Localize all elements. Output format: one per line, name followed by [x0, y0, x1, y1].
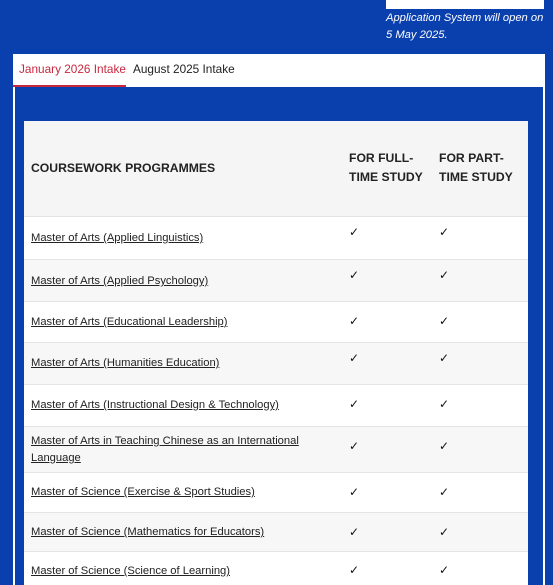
table-row [24, 343, 528, 385]
programme-link[interactable]: Master of Arts (Applied Psychology) [31, 275, 209, 287]
full-time-check-icon: ✓ [349, 225, 360, 239]
table-header [24, 121, 528, 217]
full-time-check-icon: ✓ [349, 268, 360, 282]
programme-link[interactable]: Master of Science (Mathematics for Educators) [31, 526, 265, 538]
full-time-check-icon: ✓ [349, 397, 360, 411]
full-time-check-icon: ✓ [349, 485, 360, 499]
header-programmes: COURSEWORK PROGRAMMES [31, 161, 216, 175]
table-row [24, 552, 528, 585]
table-row [24, 302, 528, 343]
part-time-check-icon: ✓ [439, 563, 450, 577]
full-time-check-icon: ✓ [349, 439, 360, 453]
programme-link[interactable]: Master of Arts (Applied Linguistics) [31, 232, 204, 244]
table-row [24, 473, 528, 513]
full-time-check-icon: ✓ [349, 314, 360, 328]
table-row [24, 427, 528, 473]
tab-august-2025-intake[interactable]: August 2025 Intake [133, 62, 235, 76]
part-time-check-icon: ✓ [439, 351, 450, 365]
full-time-check-icon: ✓ [349, 525, 360, 539]
part-time-check-icon: ✓ [439, 439, 450, 453]
part-time-check-icon: ✓ [439, 268, 450, 282]
programme-link[interactable]: Master of Arts in Teaching Chinese as an International Language [31, 435, 299, 464]
table-row [24, 260, 528, 302]
intake-tabs [13, 54, 545, 87]
part-time-check-icon: ✓ [439, 485, 450, 499]
part-time-check-icon: ✓ [439, 225, 450, 239]
part-time-check-icon: ✓ [439, 314, 450, 328]
programme-link[interactable]: Master of Science (Science of Learning) [31, 565, 230, 577]
programme-link[interactable]: Master of Arts (Instructional Design & Technology) [31, 399, 279, 411]
notice-box [386, 0, 544, 9]
part-time-check-icon: ✓ [439, 397, 450, 411]
header-part-time: FOR PART-TIME STUDY [439, 151, 513, 184]
header-full-time: FOR FULL-TIME STUDY [349, 151, 423, 184]
table-row [24, 513, 528, 552]
programmes-table [24, 121, 528, 585]
tab-january-2026-intake[interactable]: January 2026 Intake [13, 54, 126, 87]
programme-link[interactable]: Master of Arts (Educational Leadership) [31, 316, 228, 328]
programme-link[interactable]: Master of Science (Exercise & Sport Studies) [31, 486, 255, 498]
full-time-check-icon: ✓ [349, 351, 360, 365]
table-row [24, 385, 528, 427]
part-time-check-icon: ✓ [439, 525, 450, 539]
full-time-check-icon: ✓ [349, 563, 360, 577]
application-notice: Application System will open on 5 May 2025. [386, 12, 544, 41]
programme-link[interactable]: Master of Arts (Humanities Education) [31, 357, 220, 369]
table-row [24, 217, 528, 260]
